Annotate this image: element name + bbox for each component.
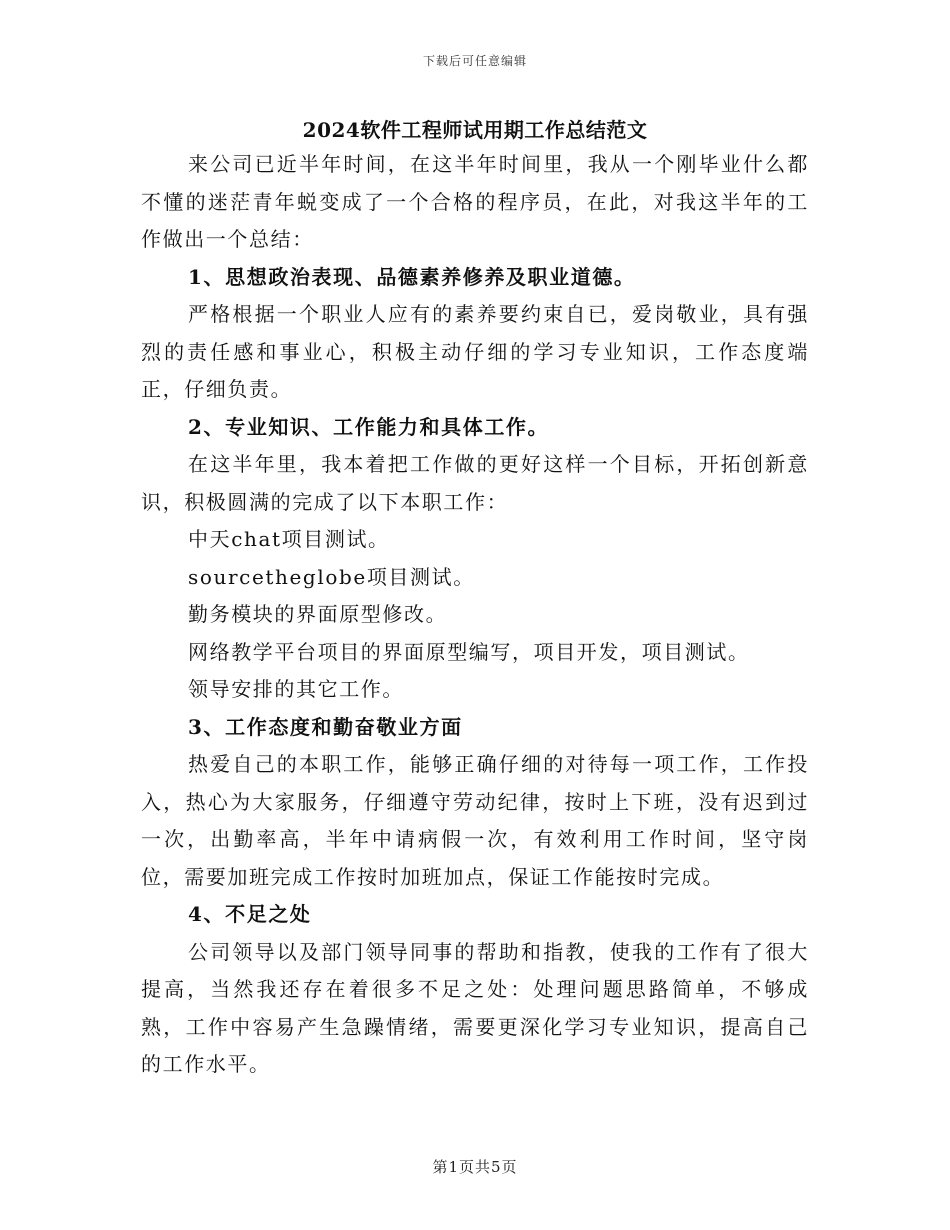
work-item: 网络教学平台项目的界面原型编写，项目开发，项目测试。 <box>188 639 750 664</box>
section-1-heading: 1、思想政治表现、品德素养修养及职业道德。 <box>188 264 636 289</box>
section-3-paragraph: 热爱自己的本职工作，能够正确仔细的对待每一项工作，工作投入，热心为大家服务，仔细遵守劳动纪律，按时上下班，没有迟到过一次，出勤率高，半年中请病假一次，有效利用工作时间，坚守岗位，需要加班完成工作按时加班加点，保证工作能按时完成。 <box>141 752 809 889</box>
intro-paragraph: 来公司已近半年时间，在这半年时间里，我从一个刚毕业什么都不懂的迷茫青年蜕变成了一个合格的程序员，在此，对我这半年的工作做出一个总结： <box>141 152 809 251</box>
section-4-paragraph: 公司领导以及部门领导同事的帮助和指教，使我的工作有了很大提高，当然我还存在着很多不足之处：处理问题思路简单，不够成熟，工作中容易产生急躁情绪，需要更深化学习专业知识，提高自己的工作水平。 <box>141 939 809 1076</box>
section-4-heading: 4、不足之处 <box>188 902 312 926</box>
section-2-heading: 2、专业知识、工作能力和具体工作。 <box>188 414 550 439</box>
work-item: 中天chat项目测试。 <box>188 527 390 551</box>
work-item: 领导安排的其它工作。 <box>188 677 404 701</box>
section-2-paragraph: 在这半年里，我本着把工作做的更好这样一个目标，开拓创新意识，积极圆满的完成了以下本职工作： <box>141 452 809 514</box>
work-item: 勤务模块的界面原型修改。 <box>188 602 448 626</box>
section-1-paragraph: 严格根据一个职业人应有的素养要约束自已，爱岗敬业，具有强烈的责任感和事业心，积极主动仔细的学习专业知识，工作态度端正，仔细负责。 <box>141 302 809 401</box>
header-note: 下载后可任意编辑 <box>422 54 527 68</box>
work-item: sourcetheglobe项目测试。 <box>188 564 475 589</box>
document-title: 2024软件工程师试用期工作总结范文 <box>302 118 648 142</box>
document-body <box>141 146 809 1084</box>
page-footer: 第1页共5页 <box>432 1158 518 1176</box>
section-3-heading: 3、工作态度和勤奋敬业方面 <box>188 714 463 739</box>
